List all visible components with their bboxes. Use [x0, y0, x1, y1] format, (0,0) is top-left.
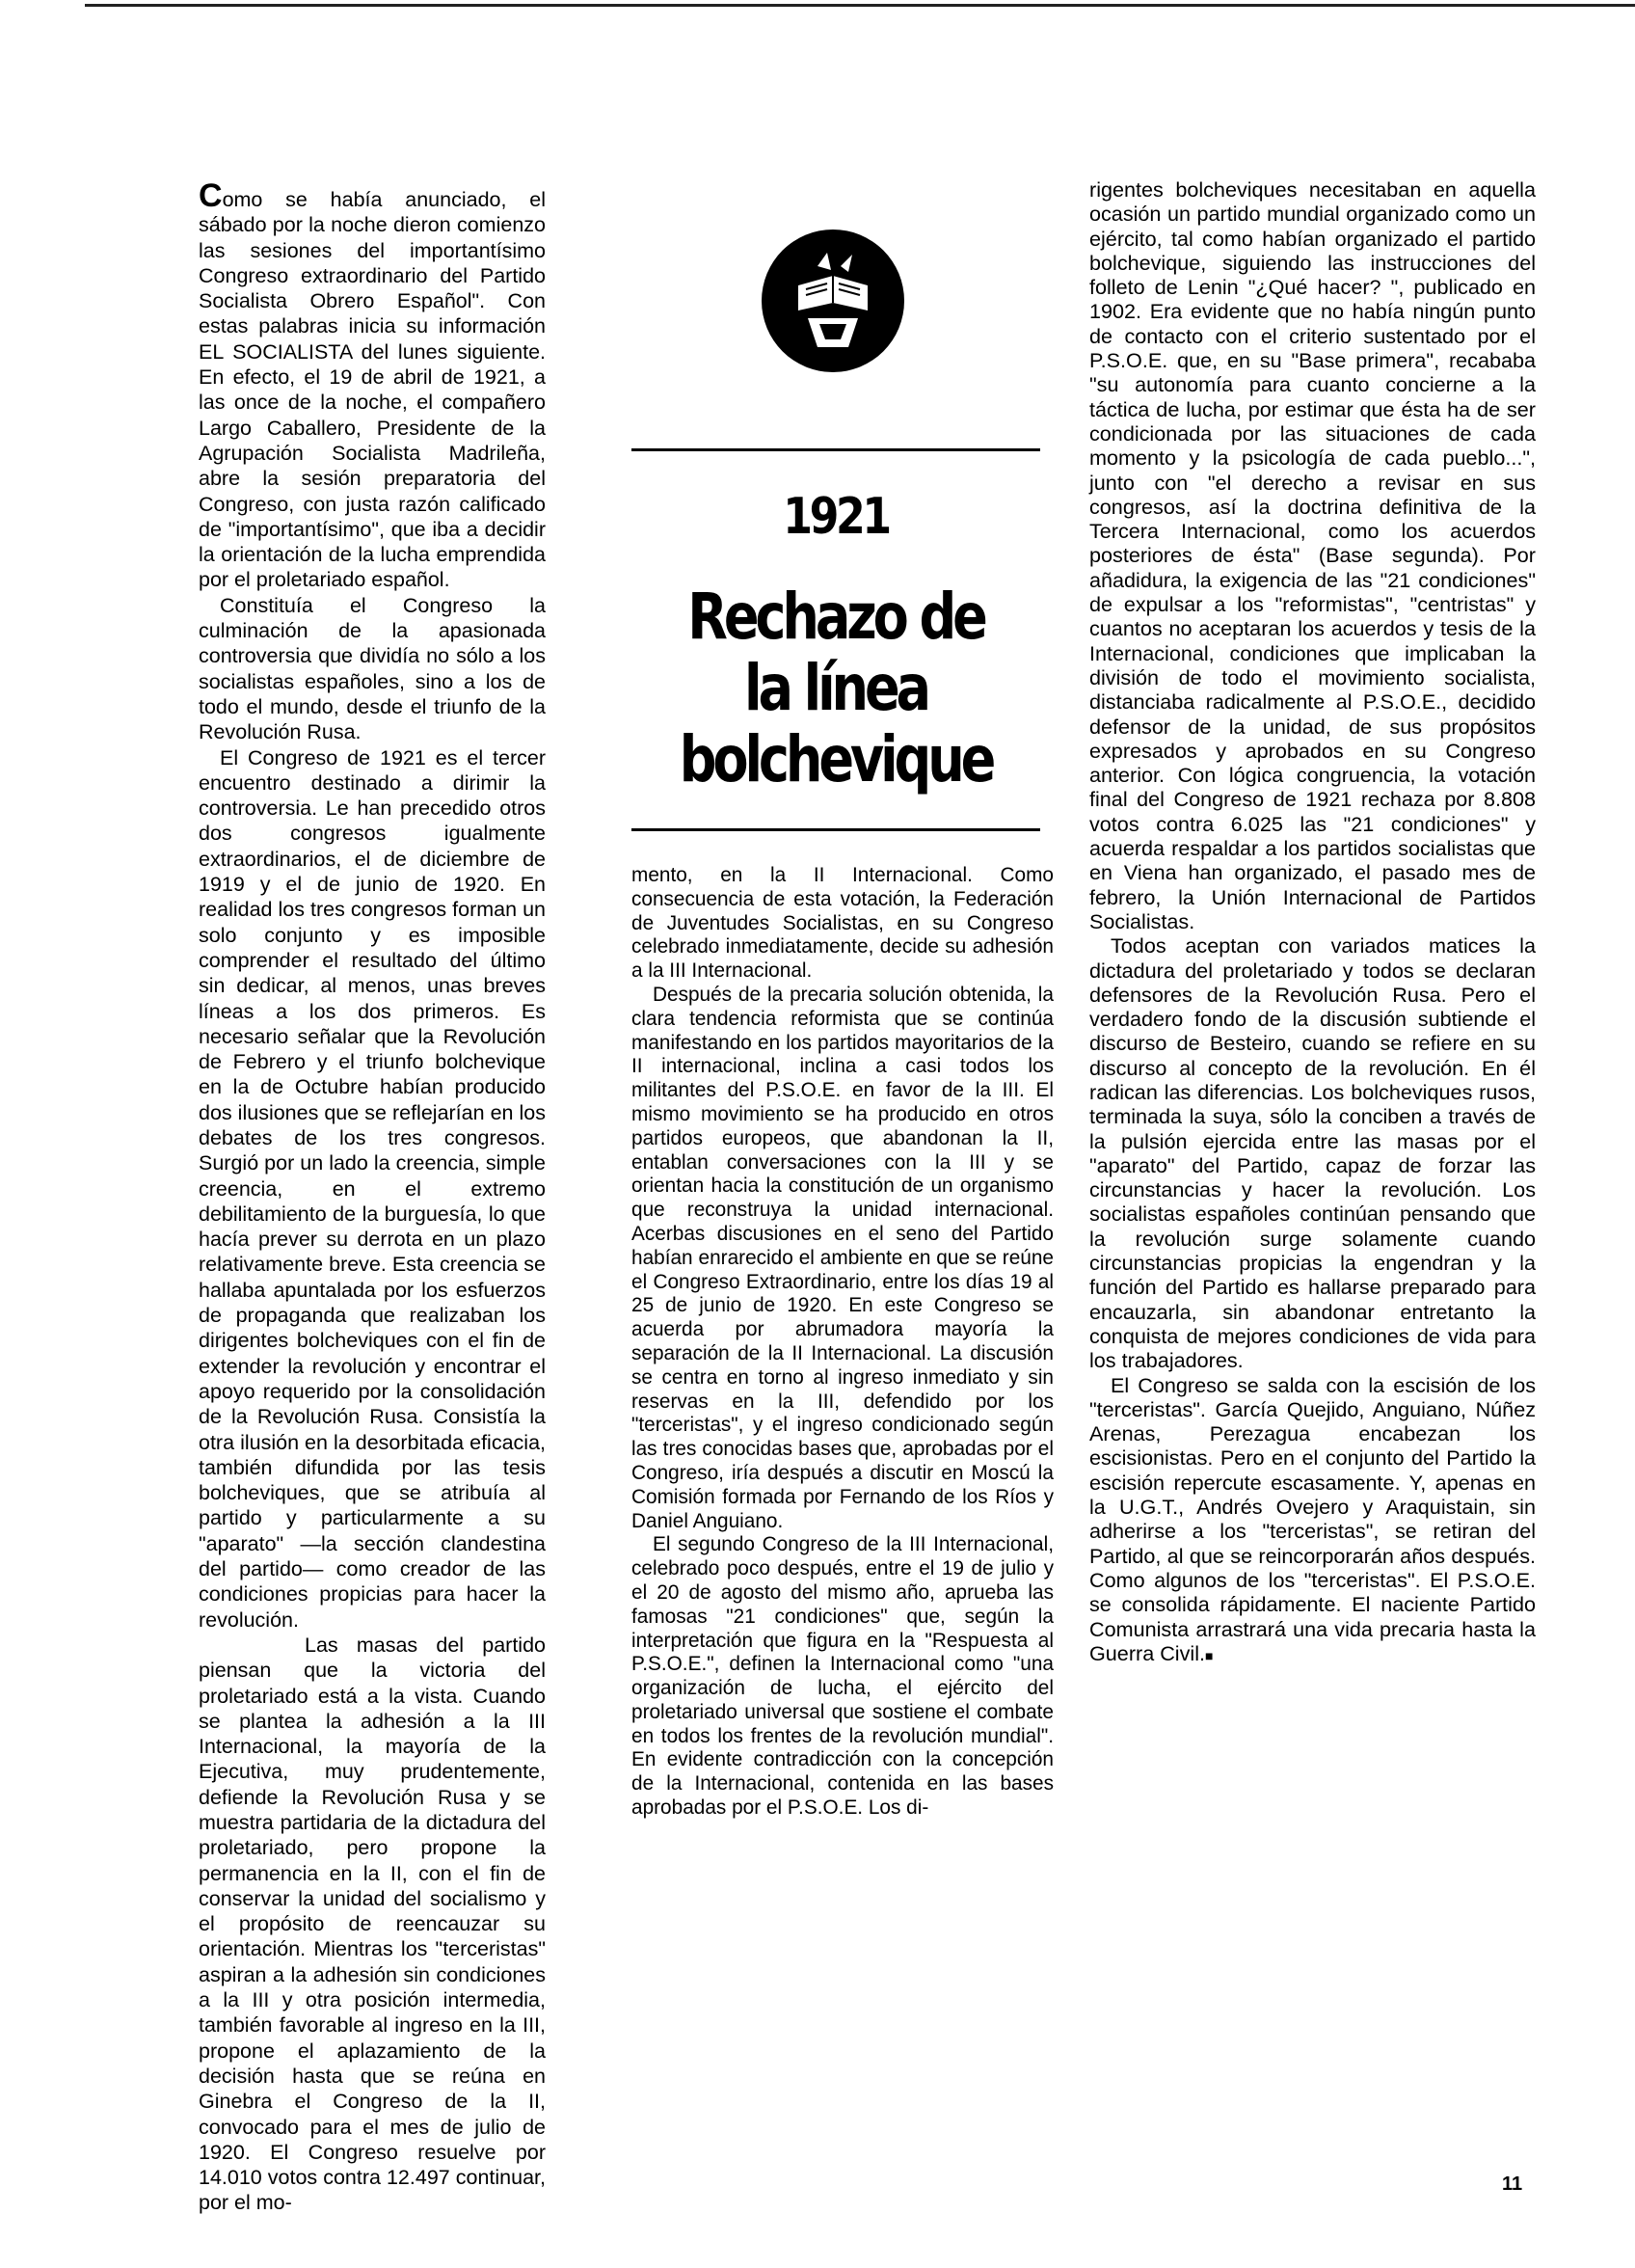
paragraph: El segundo Congreso de la III Internacional, celebrado poco después, entre el 19 de julio y el 20 de agosto del mismo año, aprueba las famosas "21 condiciones" que, según la interpretación que figura en la "Respuesta al P.S.O.E.", definen la Internacional como "una organización de lucha, el ejército del proletariado universal que sostiene el combate en todos los frentes de la revolución mundial". En evidente contradicción con la concepción de la Internacional, contenida en las bases aprobadas por el P.S.O.E. Los di- — [631, 1533, 1054, 1820]
headline-title: Rechazo de la línea bolchevique — [679, 580, 993, 796]
paragraph: El Congreso de 1921 es el tercer encuentro destinado a dirimir la controversia. Le han precedido otros dos congresos igualmente extraordinarios, el de diciembre de 1919 y el de junio de 1920. En realidad los tres congresos forman un solo conjunto y es imposible comprender el resultado del último sin dedicar, al menos, unas breves líneas a los dos primeros. Es necesario señalar que la Revolución de Febrero y el triunfo bolchevique en la de Octubre habían producido dos ilusiones que se reflejarían en los debates de los tres congresos. Surgió por un lado la creencia, simple creencia, en el extremo debilitamiento de la burguesía, lo que hacía prever su derrota en un plazo relativamente breve. Esta creencia se hallaba apuntalada por los esfuerzos de propaganda que realizaban los dirigentes bolcheviques con el fin de extender la revolución y encontrar el apoyo requerido por la consolidación de la Revolución Rusa. Consistía la otra ilusión en la desorbitada eficacia, también difundida por las tesis bolcheviques, que se atribuía al partido y particularmente a su "aparato" —la sección clandestina del partido— como creador de las condiciones propicias para hacer la revolución. — [199, 745, 546, 1632]
paragraph: Las masas del partido piensan que la victoria del proletariado está a la vista. Cuando se plantea la adhesión a la III Internacional, la mayoría de la Ejecutiva, muy prudentemente, defiende la Revolución Rusa y se muestra partidaria de la dictadura del proletariado, pero propone la permanencia en la II, con el fin de conservar la unidad del socialismo y el propósito de reencauzar su orientación. Mientras los "terceristas" aspiran a la adhesión sin condiciones a la III y otra posición intermedia, también favorable al ingreso en la III, propone el aplazamiento de la decisión hasta que se reúna en Ginebra el Congreso de la II, convocado para el mes de julio de 1920. El Congreso resuelve por 14.010 votos contra 12.497 continuar, por el mo- — [199, 1633, 546, 2215]
article-column-3 — [1089, 177, 1536, 1668]
top-border-line — [85, 4, 1635, 7]
headline-year: 1921 — [783, 488, 889, 546]
paragraph: rigentes bolcheviques necesitaban en aquella ocasión un partido mundial organizado como un ejército, tal como habían organizado el partido bolchevique, siguiendo las instrucciones del folleto de Lenin "¿Qué hacer? ", publicado en 1902. Era evidente que no había ningún punto de contacto con el criterio sustentado por el P.S.O.E. que, en su "Base primera", recababa "su autonomía para cuanto concierne a la táctica de lucha, por estimar que ésta ha de ser condicionada por las situaciones de cada momento y la psicología de cada pueblo...", junto con "el derecho a revisar en sus congresos, así la doctrina definitiva de la Tercera Internacional, como los acuerdos posteriores de ésta" (Base segunda). Por añadidura, la exigencia de las "21 condiciones" de expulsar a los "reformistas", "centristas" y cuantos no aceptaran los acuerdos y tesis de la Internacional, condiciones que implicaban la división de todo el movimiento socialista, distanciaba radicalmente al P.S.O.E., decidido defensor de la unidad, de sus propósitos expresados y aprobados en su Congreso anterior. Con lógica congruencia, la votación final del Congreso de 1921 rechaza por 8.808 votos contra 6.025 las "21 condiciones" y acuerda respaldar a los partidos socialistas que en Viena han organizado, el pasado mes de febrero, la Unión Internacional de Partidos Socialistas. — [1089, 177, 1536, 933]
paragraph: Después de la precaria solución obtenida, la clara tendencia reformista que se continúa manifestando en los partidos mayoritarios de la II internacional, inclina a casi todos los militantes del P.S.O.E. en favor de la III. El mismo movimiento se ha producido en otros partidos europeos, que abandonan la II, entablan conversaciones con la III y se orientan hacia la constitución de un organismo que reconstruya la unidad internacional. Acerbas discusiones en el seno del Partido habían enrarecido el ambiente en que se reúne el Congreso Extraordinario, entre los días 19 al 25 de junio de 1920. En este Congreso se acuerda por abrumadora mayoría la separación de la II Internacional. La discusión se centra en torno al ingreso inmediato y sin reservas en la III, defendido por los "terceristas", y el ingreso condicionado según las tres conocidas bases que, aprobadas por el Congreso, iría después a discutir en Moscú la Comisión formada por Fernando de los Ríos y Daniel Anguiano. — [631, 983, 1054, 1532]
page-number: 11 — [1502, 2174, 1523, 2195]
article-column-1 — [199, 177, 546, 2216]
paragraph: El Congreso se salda con la escisión de los "terceristas". García Quejido, Anguiano, Núñez Arenas, Perezagua encabezan los escisionistas. Pero en el conjunto del Partido la escisión repercute escasamente. Y, apenas en la U.G.T., Andrés Ovejero y Araquistain, sin adherirse a los "terceristas", se retiran del Partido, al que se reincorporarán años después. Como algunos de los "terceristas". El P.S.O.E. se consolida rápidamente. El naciente Partido Comunista arrastrará una vida precaria hasta la Guerra Civil. ■ — [1089, 1373, 1536, 1669]
article-column-2 — [631, 864, 1054, 1821]
paragraph — [199, 177, 546, 593]
book-emblem-icon — [760, 228, 906, 374]
paragraph: mento, en la II Internacional. Como consecuencia de esta votación, la Federación de Juventudes Socialistas, en su Congreso celebrado inmediatamente, decide su adhesión a la III Internacional. — [631, 864, 1054, 983]
headline-bottom-rule — [631, 828, 1040, 831]
headline-top-rule — [631, 448, 1040, 451]
drop-cap: C — [199, 177, 223, 214]
paragraph-text: omo se había anunciado, el sábado por la noche dieron comienzo las sesiones del importantísimo Congreso extraordinario del Partido Socialista Obrero Español". Con estas palabras inicia su información EL SOCIALISTA del lunes siguiente. En efecto, el 19 de abril de 1921, a las once de la noche, el compañero Largo Caballero, Presidente de la Agrupación Socialista Madrileña, abre la sesión preparatoria del Congreso, con justa razón calificado de "importantísimo", que iba a decidir la orientación de la lucha emprendida por el proletariado español. — [199, 188, 546, 592]
paragraph: Todos aceptan con variados matices la dictadura del proletariado y todos se declaran defensores de la Revolución Rusa. Pero el verdadero fondo de la discusión subtiende el discurso de Besteiro, cuando se refiere en su discurso al concepto de la revolución. En él radican las diferencias. Los bolcheviques rusos, terminada la suya, sólo la conciben a través de la pulsión ejercida entre las masas por el "aparato" del Partido, capaz de forzar las circunstancias y hacer la revolución. Los socialistas españoles continúan pensando que la revolución surge solamente cuando circunstancias propicias la engendran y la función del Partido es hallarse preparado para encauzarla, sin abandonar entretanto la conquista de mejores condiciones de vida para los trabajadores. — [1089, 933, 1536, 1373]
paragraph: Constituía el Congreso la culminación de la apasionada controversia que dividía no sólo a los socialistas españoles, sino a los de todo el mundo, desde el triunfo de la Revolución Rusa. — [199, 593, 546, 744]
headline-block — [631, 487, 1040, 796]
